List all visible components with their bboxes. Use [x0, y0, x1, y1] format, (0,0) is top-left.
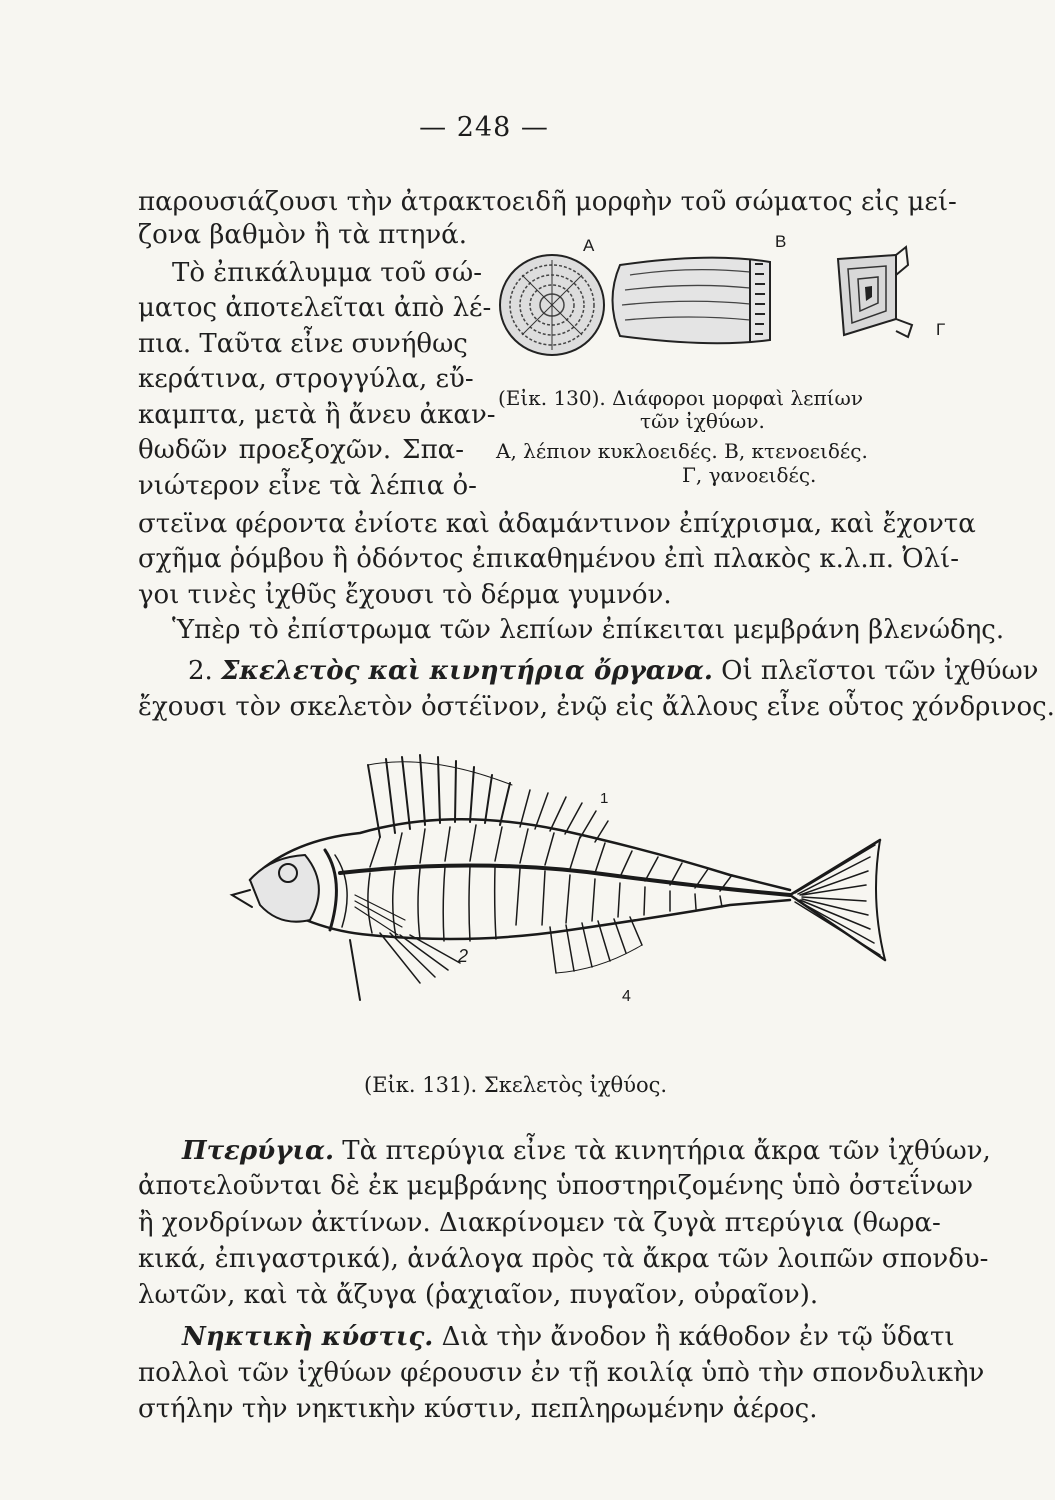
page-number: — 248 — [419, 112, 549, 143]
text-line: παρουσιάζουσι τὴν ἀτρακτοειδῆ μορφὴν τοῦ σώματος εἰς μεί- [138, 187, 957, 217]
figure-131-fish-skeleton [230, 745, 890, 1025]
figure-caption: (Εἰκ. 130). Διάφοροι μορφαὶ λεπίων [498, 386, 863, 410]
text-line: κεράτινα, στρογγύλα, εὔ- [138, 364, 474, 394]
paragraph-text: Τὰ πτερύγια εἶνε τὰ κινητήρια ἄκρα τῶν ἰχθύων, [334, 1136, 991, 1166]
text-line: σχῆμα ῥόμβου ἢ ὀδόντος ἐπικαθημένου ἐπὶ πλακὸς κ.λ.π. Ὀλί- [138, 544, 960, 574]
figure-130-scales [490, 245, 950, 375]
ganoid-scale [838, 247, 912, 337]
figure-caption: (Εἰκ. 131). Σκελετὸς ἰχθύος. [364, 1073, 668, 1097]
text-line: ἀποτελοῦνται δὲ ἐκ μεμβράνης ὑποστηριζομένης ὑπὸ ὀστεΐνων [138, 1171, 974, 1201]
text-line: λωτῶν, καὶ τὰ ἄζυγα (ῥαχιαῖον, πυγαῖον, οὐραῖον). [138, 1280, 819, 1310]
text-line: στεϊνα φέροντα ἐνίοτε καὶ ἀδαμάντινον ἐπίχρισμα, καὶ ἔχοντα [138, 509, 976, 539]
section-heading-line [188, 654, 1039, 688]
figure-caption: Γ, γανοειδές. [682, 463, 817, 487]
paragraph-title: Νηκτικὴ κύστις. [182, 1322, 434, 1352]
text-line: κικά, ἐπιγαστρικά), ἀνάλογα πρὸς τὰ ἄκρα τῶν λοιπῶν σπονδυ- [138, 1244, 989, 1274]
text-line: ζονα βαθμὸν ἢ τὰ πτηνά. [138, 220, 467, 250]
text-line: νιώτερον εἶνε τὰ λέπια ὀ- [138, 471, 477, 501]
section-number: 2. [188, 656, 213, 686]
section-text: Οἱ πλεῖστοι τῶν ἰχθύων [712, 656, 1039, 686]
paragraph-text: Διὰ τὴν ἄνοδον ἢ κάθοδον ἐν τῷ ὕδατι [433, 1322, 955, 1352]
figure-label-2: 2 [458, 946, 469, 966]
cycloid-scale [500, 255, 604, 355]
text-line: γοι τινὲς ἰχθῦς ἔχουσι τὸ δέρμα γυμνόν. [138, 580, 672, 610]
text-line: ματος ἀποτελεῖται ἀπὸ λέ- [138, 293, 492, 323]
section-title: Σκελετὸς καὶ κινητήρια ὄργανα. [221, 656, 713, 686]
text-line: Τὸ ἐπικάλυμμα τοῦ σώ- [172, 258, 483, 288]
text-line: ἢ χονδρίνων ἀκτίνων. Διακρίνομεν τὰ ζυγὰ πτερύγια (θωρα- [138, 1208, 941, 1238]
text-line: Ὑπὲρ τὸ ἐπίστρωμα τῶν λεπίων ἐπίκειται μεμβράνη βλενώδης. [172, 615, 1005, 645]
figure-label-1: 1 [600, 790, 609, 807]
figure-caption: Α, λέπιον κυκλοειδές. Β, κτενοειδές. [496, 439, 868, 463]
text-line: θωδῶν προεξοχῶν. Σπα- [138, 435, 464, 465]
text-line: καμπτα, μετὰ ἢ ἄνευ ἀκαν- [138, 400, 496, 430]
figure-label-b: B [775, 232, 787, 251]
ctenoid-scale [613, 258, 771, 344]
text-line: πολλοὶ τῶν ἰχθύων φέρουσιν ἐν τῇ κοιλίᾳ ὑπὸ τὴν σπονδυλικὴν [138, 1358, 985, 1388]
figure-label-a: A [583, 236, 595, 255]
paragraph-first-line [182, 1320, 955, 1354]
text-line: στήλην τὴν νηκτικὴν κύστιν, πεπληρωμένην ἀέρος. [138, 1394, 818, 1424]
text-line: πια. Ταῦτα εἶνε συνήθως [138, 329, 468, 359]
paragraph-first-line [182, 1134, 991, 1168]
paragraph-title: Πτερύγια. [182, 1136, 335, 1166]
text-line: ἔχουσι τὸν σκελετὸν ὀστέϊνον, ἐνῷ εἰς ἄλλους εἶνε οὗτος χόνδρινος. [138, 692, 1055, 722]
figure-label-c: Γ [936, 320, 946, 339]
figure-caption: τῶν ἰχθύων. [640, 409, 765, 433]
figure-label-4: 4 [622, 988, 631, 1005]
